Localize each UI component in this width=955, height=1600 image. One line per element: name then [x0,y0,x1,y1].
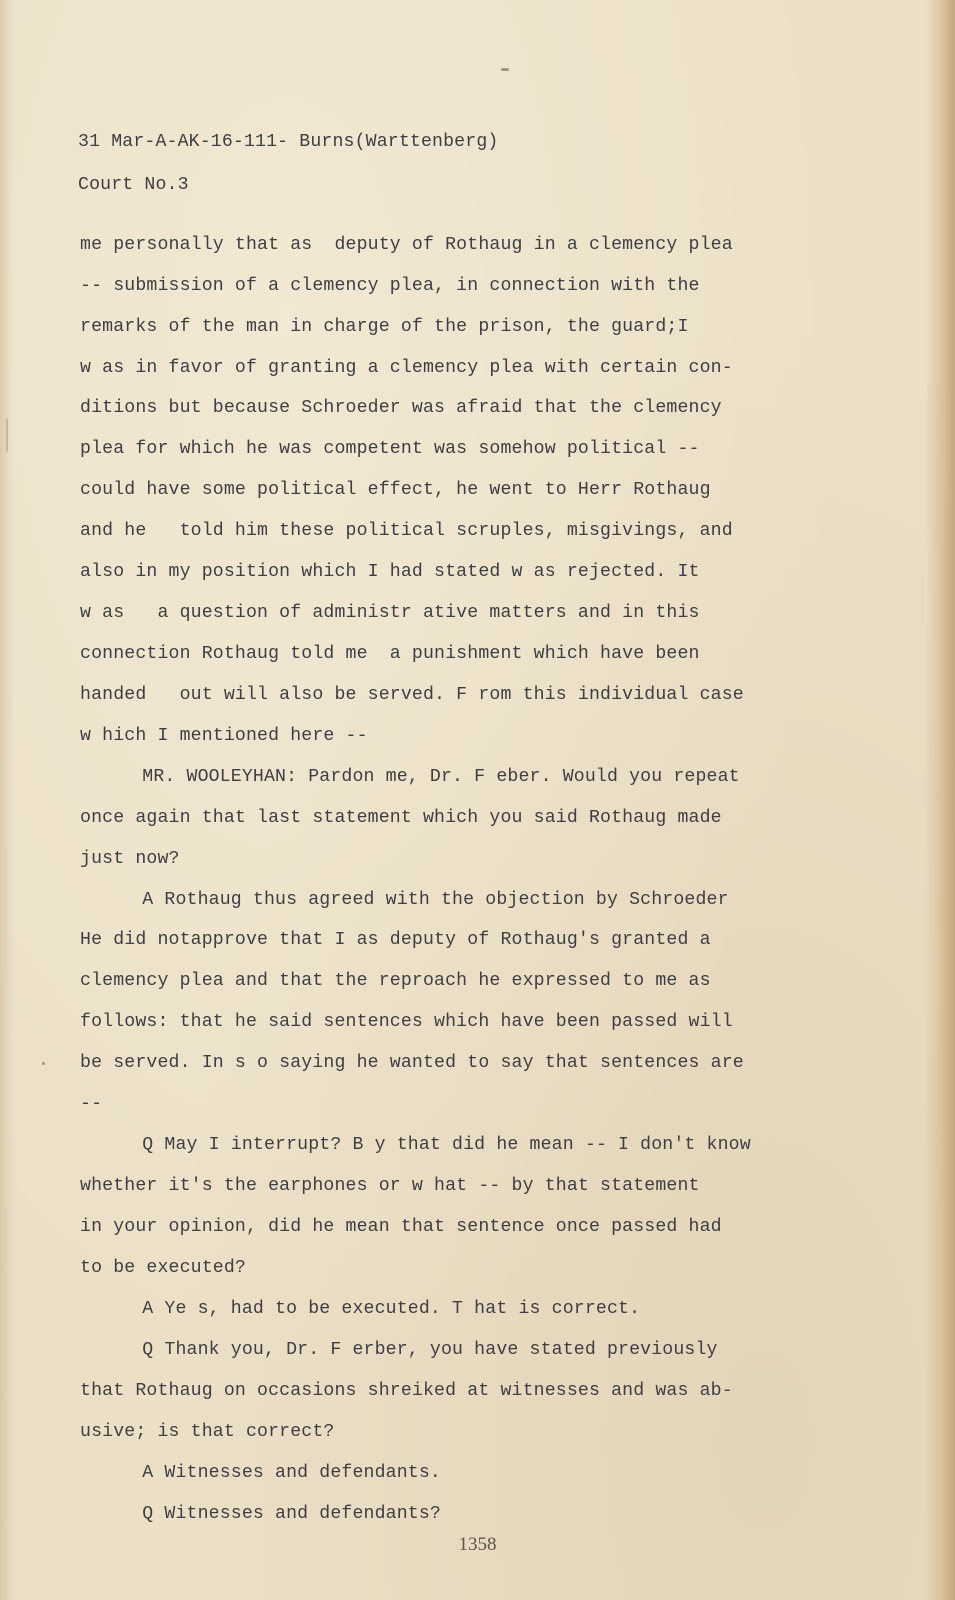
text-line: w hich I mentioned here -- [80,726,368,746]
text-line: also in my position which I had stated w as rejected. It [80,562,700,582]
text-line: A Ye s, had to be executed. T hat is correct. [98,1299,641,1319]
text-line: clemency plea and that the reproach he expressed to me as [80,971,711,991]
text-line: -- submission of a clemency plea, in connection with the [80,276,700,296]
text-line: -- [80,1094,103,1114]
text-line: just now? [80,849,180,869]
text-line: plea for which he was competent was somehow political -- [80,439,700,459]
text-line: me personally that as deputy of Rothaug in a clemency plea [80,235,733,255]
text-line: usive; is that correct? [80,1422,335,1442]
text-line: in your opinion, did he mean that sentence once passed had [80,1217,722,1237]
text-line: A Witnesses and defendants. [98,1463,441,1483]
text-line: remarks of the man in charge of the prison, the guard;I [80,317,689,337]
text-line: ditions but because Schroeder was afraid that the clemency [80,398,722,418]
text-line: whether it's the earphones or w hat -- by that statement [80,1176,700,1196]
text-line: that Rothaug on occasions shreiked at witnesses and was ab- [80,1381,733,1401]
text-line: He did notapprove that I as deputy of Rothaug's granted a [80,930,711,950]
court-header: Court No.3 [78,175,189,195]
text-line: and he told him these political scruples, misgivings, and [80,521,733,541]
page-number: 1358 [458,1534,497,1555]
text-line: A Rothaug thus agreed with the objection by Schroeder [98,890,729,910]
text-line: could have some political effect, he went to Herr Rothaug [80,480,711,500]
text-line: w as a question of administr ative matters and in this [80,603,700,623]
page-left-edge [0,0,14,1600]
text-line: connection Rothaug told me a punishment which have been [80,644,700,664]
text-line: MR. WOOLEYHAN: Pardon me, Dr. F eber. Would you repeat [98,767,740,787]
case-header: 31 Mar-A-AK-16-111- Burns(Warttenberg) [78,132,499,152]
page-right-edge [925,0,955,1600]
text-line: w as in favor of granting a clemency plea with certain con- [80,358,733,378]
text-line: Q May I interrupt? B y that did he mean -- I don't know [98,1135,751,1155]
text-line: Q Witnesses and defendants? [98,1504,441,1524]
text-line: once again that last statement which you said Rothaug made [80,808,722,828]
ink-mark [501,68,509,71]
text-line: be served. In s o saying he wanted to say that sentences are [80,1053,744,1073]
text-line: handed out will also be served. F rom this individual case [80,685,744,705]
text-line: follows: that he said sentences which have been passed will [80,1012,733,1032]
margin-mark [6,418,8,452]
stray-dot [42,1062,45,1065]
text-line: to be executed? [80,1258,246,1278]
text-line: Q Thank you, Dr. F erber, you have stated previously [98,1340,718,1360]
